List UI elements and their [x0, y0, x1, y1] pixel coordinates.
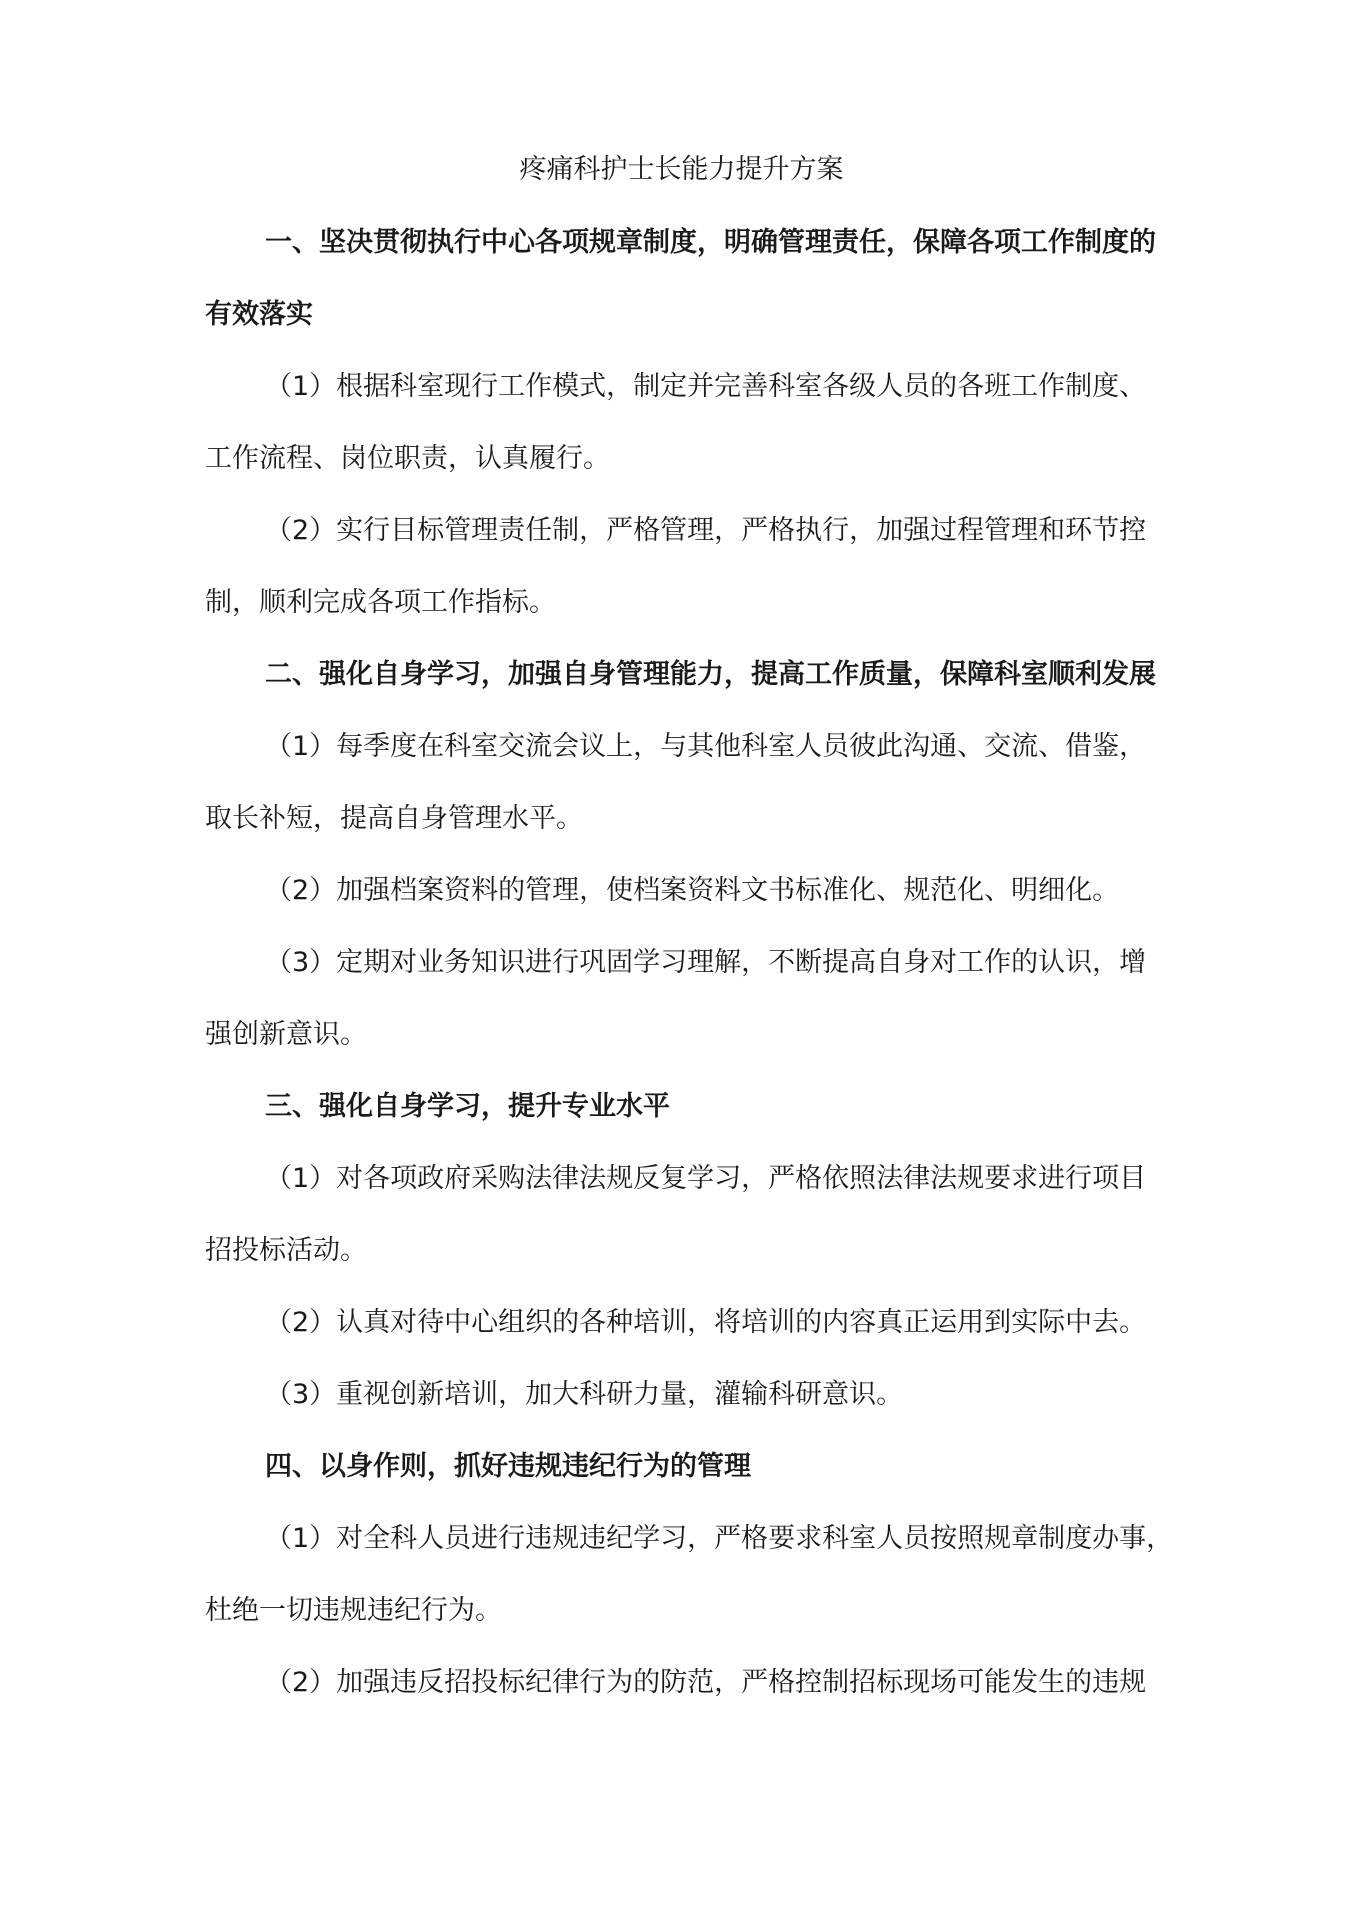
- section-3-heading: 三、强化自身学习，提升专业水平: [265, 1091, 670, 1122]
- paragraph-line: 招投标活动。: [205, 1235, 367, 1266]
- paragraph-line: （3）定期对业务知识进行巩固学习理解，不断提高自身对工作的认识，增: [265, 947, 1147, 978]
- paragraph-line: 工作流程、岗位职责，认真履行。: [205, 443, 610, 474]
- section-1-heading-cont: 有效落实: [205, 299, 313, 330]
- paragraph-line: （1）对各项政府采购法律法规反复学习，严格依照法律法规要求进行项目: [265, 1163, 1147, 1194]
- paragraph-line: （2）加强档案资料的管理，使档案资料文书标准化、规范化、明细化。: [265, 875, 1120, 906]
- section-4-heading: 四、以身作则，抓好违规违纪行为的管理: [265, 1451, 751, 1482]
- paragraph-line: 杜绝一切违规违纪行为。: [205, 1595, 502, 1626]
- section-1-heading: 一、坚决贯彻执行中心各项规章制度，明确管理责任，保障各项工作制度的: [265, 227, 1156, 258]
- paragraph-line: （2）加强违反招投标纪律行为的防范，严格控制招标现场可能发生的违规: [265, 1667, 1147, 1698]
- paragraph-line: 制，顺利完成各项工作指标。: [205, 587, 556, 618]
- page-title: 疼痛科护士长能力提升方案: [519, 154, 844, 185]
- paragraph-line: （1）根据科室现行工作模式，制定并完善科室各级人员的各班工作制度、: [265, 371, 1147, 402]
- paragraph-line: 取长补短，提高自身管理水平。: [205, 803, 583, 834]
- paragraph-line: （1）每季度在科室交流会议上，与其他科室人员彼此沟通、交流、借鉴，: [265, 731, 1147, 762]
- paragraph-line: （1）对全科人员进行违规违纪学习，严格要求科室人员按照规章制度办事，: [265, 1523, 1174, 1554]
- paragraph-line: （2）实行目标管理责任制，严格管理，严格执行，加强过程管理和环节控: [265, 515, 1147, 546]
- paragraph-line: （2）认真对待中心组织的各种培训，将培训的内容真正运用到实际中去。: [265, 1307, 1147, 1338]
- paragraph-line: （3）重视创新培训，加大科研力量，灌输科研意识。: [265, 1379, 904, 1410]
- section-2-heading: 二、强化自身学习，加强自身管理能力，提高工作质量，保障科室顺利发展: [265, 659, 1156, 690]
- paragraph-line: 强创新意识。: [205, 1019, 367, 1050]
